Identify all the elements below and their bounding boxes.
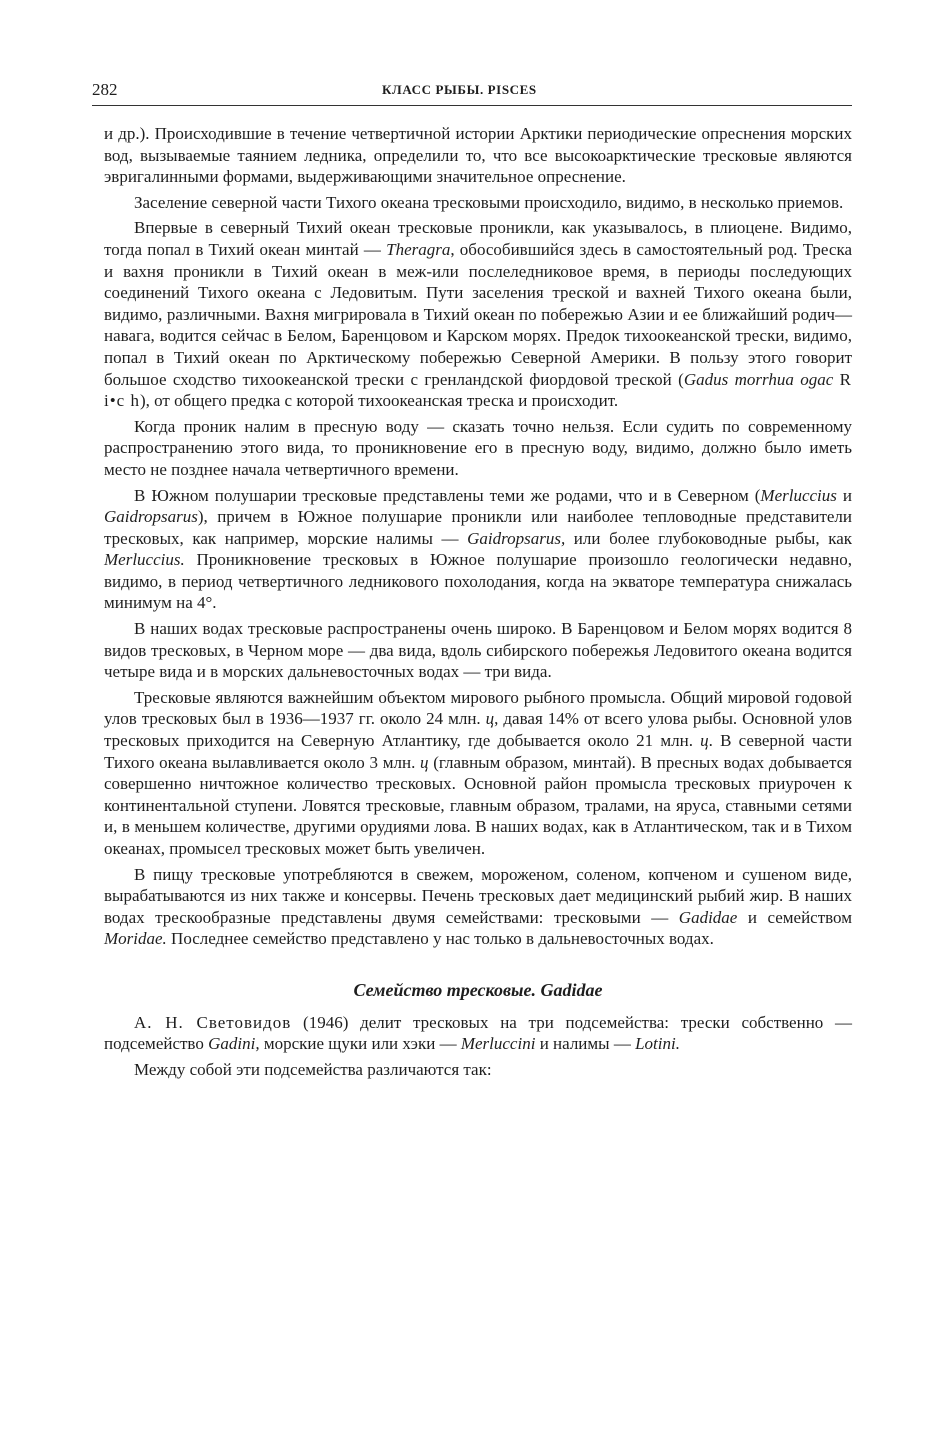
header-rule [92, 105, 852, 106]
text-run: ), причем в Южное полушарие проникли или наиболее тепловодные представители тресковых, как например, морские налимы — [104, 507, 852, 548]
unit-abbrev: ц [485, 709, 495, 729]
text-run: (главным образом, минтай). В пресных водах добывается совершенно ничтожное количество тресковых. Основной район промысла тресковых приурочен к континентальной ступени. Ловятся тресковые, главным образом, тралами, на яруса, ставными сетями и, в меньшем количестве, другими орудиями лова. В наших водах, как в Атлантическом, так и в Тихом океанах, промысел тресковых может быть увеличен. [104, 752, 852, 858]
species-name: Gadus morrhua ogac [683, 369, 834, 389]
genus-name: Gaidropsarus [104, 507, 198, 527]
text-run: Последнее семейство представлено у нас только в дальневосточных водах. [166, 929, 714, 949]
genus-name: Merluccius [760, 485, 837, 505]
text-run: и налимы — [535, 1034, 636, 1054]
section-heading: Семейство тресковые. Gadidae [353, 979, 603, 1000]
taxon-name: Merluccini [460, 1034, 536, 1054]
taxon-name: Gadini, [208, 1034, 260, 1054]
text-run: Тресковые являются важнейшим объектом мирового рыбного промысла. Общий мировой годовой улов тресковых был в 1936—1937 гг. около 24 млн. [104, 687, 852, 729]
text-run: и [836, 485, 852, 505]
page-number: 282 [92, 80, 118, 99]
paragraph: В наших водах тресковые распространены очень широко. В Баренцовом и Белом морях водится 8 видов тресковых, в Черном море — два вида, вдоль сибирского побережья Ледовитого океана водится четыре вида и в морских дальневосточных водах — три вида. [104, 619, 852, 682]
paragraph: и др.). Происходившие в течение четвертичной истории Арктики периодические опреснения морских вод, вызываемые таянием ледника, определили то, что все высокоарктические тресковые являются эвригалинными формами, выдерживающими значительное опреснение. [104, 124, 852, 187]
text-run: и семейством [737, 907, 852, 927]
family-name: Moridae. [104, 929, 167, 949]
genus-name: Gaidropsarus, [467, 528, 566, 548]
text-run: , обособившийся здесь в самостоятельный род. Треска и вахня проникли в Тихий океан в меж-или послеледниковое время, в периоды последующих соединений Тихого океана с Ледовитым. Пути заселения треской и вахней Тихого океана были, видимо, различными. Вахня мигрировала в Тихий океан по побережью Азии и ее ближайший родич—навага, водится сейчас в Белом, Баренцовом и Карском морях. Предок тихоокеанской трески, видимо, попал в Тихий океан по Арктическому побережью Северной Америки. В пользу этого говорит большое сходство тихоокеанской трески с гренландской фиордовой треской ( [104, 239, 852, 389]
body-text [104, 123, 852, 1084]
paragraph [104, 1012, 852, 1055]
author-name: R i•c h [104, 369, 852, 411]
text-run: , давая 14% от всего улова рыбы. Основной улов тресковых приходится на Северную Атлантику, где добывается около 21 млн. [104, 709, 852, 751]
page-header [92, 80, 852, 104]
text-run: или более глубоководные рыбы, как [565, 528, 852, 548]
text-run: Проникновение тресковых в Южное полушарие произошло геологически недавно, видимо, в период четвертичного ледникового похолодания, когда на экваторе температура снижалась минимум на 4°. [104, 550, 852, 613]
text-run: В пищу тресковые употребляются в свежем, мороженом, соленом, копченом и сушеном виде, вырабатываются из них также и консервы. Печень тресковых дает медицинский рыбий жир. В наших водах трескообразные представлены двумя семействами: тресковыми — [104, 864, 852, 927]
text-run: ), от общего предка с которой тихоокеанская треска и происходит. [139, 391, 619, 411]
running-title: КЛАСС РЫБЫ. PISCES [382, 82, 537, 97]
paragraph [104, 485, 852, 615]
family-name: Gadidae [678, 907, 738, 927]
genus-name: Merluccius. [104, 550, 185, 570]
paragraph [104, 687, 852, 860]
text-run: Впервые в северный Тихий океан тресковые проникли, как указывалось, в плиоцене. Видимо, тогда попал в Тихий океан минтай — [104, 218, 852, 259]
paragraph: Между собой эти подсемейства различаются так: [134, 1059, 492, 1079]
text-run: (1946) делит тресковых на три подсемейства: трески собственно — подсемейство [104, 1012, 853, 1054]
paragraph [104, 864, 852, 950]
text-run: морские щуки или хэки — [259, 1034, 461, 1054]
paragraph: Заселение северной части Тихого океана тресковыми происходило, видимо, в несколько приемов. [134, 192, 844, 212]
taxon-name: Lotini. [635, 1034, 680, 1054]
paragraph: Когда проник налим в пресную воду — сказать точно нельзя. Если судить по современному распространению этого вида, то проникновение его в пресную воду, видимо, должно было иметь место не позднее начала четвертичного времени. [104, 416, 852, 479]
unit-abbrev: ц [420, 752, 429, 772]
author-name: А. Н. Световидов [134, 1012, 292, 1032]
genus-name: Theragra [386, 239, 451, 259]
text-run: . В северной части Тихого океана вылавливается около 3 млн. [104, 731, 852, 772]
unit-abbrev: ц [700, 731, 709, 751]
paragraph [104, 217, 852, 411]
text-run: В Южном полушарии тресковые представлены теми же родами, что и в Северном ( [134, 485, 761, 505]
